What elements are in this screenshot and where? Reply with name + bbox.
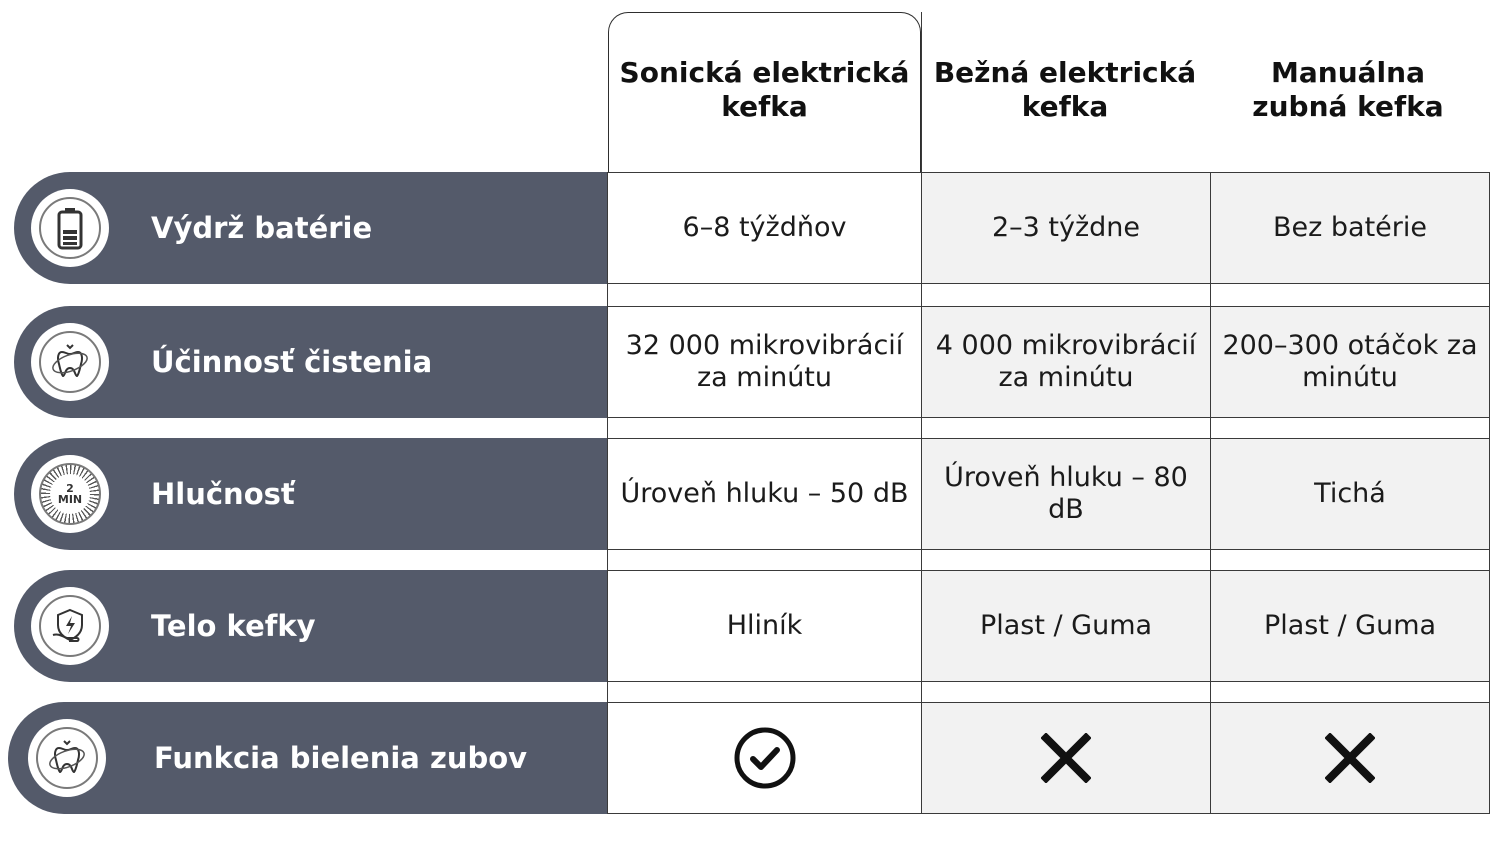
battery-icon [31,189,109,267]
cell-battery-sonic: 6–8 týždňov [607,172,922,284]
cell-cleaning-electric: 4 000 mikrovibrácií za minútu [921,306,1211,418]
row-gap [921,550,1211,572]
check-icon [733,726,797,790]
column-header-electric: Bežná elektrická kefka [933,56,1197,123]
row-label-cleaning [14,306,608,418]
row-label-text: Výdrž batérie [151,211,373,245]
row-gap [1210,418,1490,440]
row-label-battery [14,172,608,284]
shield-hand-icon [31,587,109,665]
cell-body-sonic: Hliník [607,570,922,682]
row-gap [607,284,922,306]
column-header-manual: Manuálna zubná kefka [1252,56,1444,123]
cell-battery-manual: Bez batérie [1210,172,1490,284]
tooth-whitening-icon [28,719,106,797]
row-label-text: Telo kefky [151,609,316,643]
row-gap [1210,284,1490,306]
timer-unit: MIN [57,493,83,506]
cell-cleaning-manual: 200–300 otáčok za minútu [1210,306,1490,418]
divider [921,12,922,172]
cell-noise-electric: Úroveň hluku – 80 dB [921,438,1211,550]
row-gap [921,284,1211,306]
cell-noise-sonic: Úroveň hluku – 50 dB [607,438,922,550]
row-gap [1210,682,1490,704]
cell-whitening-sonic [607,702,922,814]
cell-body-manual: Plast / Guma [1210,570,1490,682]
column-header-sonic: Sonická elektrická kefka [619,56,910,123]
cell-whitening-electric [921,702,1211,814]
row-gap [921,418,1211,440]
cross-icon [1325,733,1375,783]
row-gap [607,682,922,704]
row-label-text: Hlučnosť [151,477,295,511]
row-label-noise [14,438,608,550]
cross-icon [1041,733,1091,783]
row-label-text: Účinnosť čistenia [151,345,433,379]
cell-battery-electric: 2–3 týždne [921,172,1211,284]
row-gap [1210,550,1490,572]
tooth-vibration-icon [31,323,109,401]
cell-body-electric: Plast / Guma [921,570,1211,682]
cell-cleaning-sonic: 32 000 mikrovibrácií za minútu [607,306,922,418]
timer-number: 2 [66,482,74,495]
cell-noise-manual: Tichá [1210,438,1490,550]
row-label-text: Funkcia bielenia zubov [154,741,528,775]
row-gap [607,550,922,572]
cell-whitening-manual [1210,702,1490,814]
row-gap [921,682,1211,704]
row-label-whitening [8,702,608,814]
row-gap [607,418,922,440]
timer-2min-icon [31,455,109,533]
row-label-body [14,570,608,682]
